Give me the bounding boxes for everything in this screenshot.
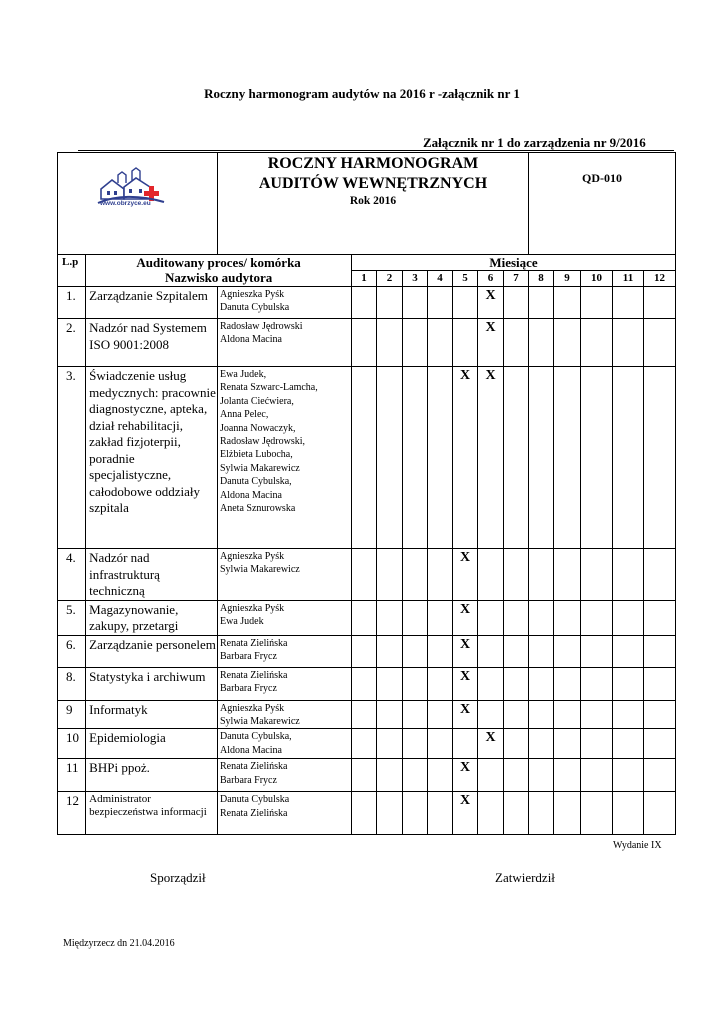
month-1-cell xyxy=(352,319,377,367)
month-10-cell xyxy=(581,635,613,667)
auditor-name: Radosław Jędrowski xyxy=(220,321,303,332)
month-9-cell xyxy=(554,792,581,835)
edition-label: Wydanie IX xyxy=(613,840,662,851)
month-12-cell xyxy=(644,700,676,729)
month-10-cell xyxy=(581,549,613,601)
month-5-cell xyxy=(453,635,478,667)
scheduled-mark: X xyxy=(485,368,496,383)
month-11-cell xyxy=(613,792,644,835)
month-11-cell xyxy=(613,700,644,729)
month-6-header: 6 xyxy=(478,271,504,287)
month-2-header: 2 xyxy=(377,271,403,287)
auditor-list xyxy=(218,287,352,319)
month-12-cell xyxy=(644,600,676,635)
month-11-cell xyxy=(613,319,644,367)
month-12-cell xyxy=(644,667,676,700)
month-4-cell xyxy=(428,600,453,635)
month-2-cell xyxy=(377,600,403,635)
month-3-cell xyxy=(403,549,428,601)
header-title-cell xyxy=(218,153,529,255)
auditor-name: Agnieszka Pyśk xyxy=(220,551,285,562)
auditor-list xyxy=(218,367,352,549)
prepared-by-label: Sporządził xyxy=(150,870,206,885)
process-header-line2: Nazwisko audytora xyxy=(164,270,273,285)
auditor-name: Joanna Nowaczyk, xyxy=(220,422,296,434)
auditor-list xyxy=(218,759,352,792)
month-8-cell xyxy=(529,792,554,835)
audited-process: BHPi ppoż. xyxy=(86,759,218,792)
auditor-name: Danuta Cybulska xyxy=(220,302,290,314)
month-2-cell xyxy=(377,319,403,367)
month-6-cell xyxy=(478,549,504,601)
audited-process: Zarządzanie Szpitalem xyxy=(86,287,218,319)
month-10-cell xyxy=(581,759,613,792)
auditor-list xyxy=(218,700,352,729)
place-date: Międzyrzecz dn 21.04.2016 xyxy=(63,938,175,949)
month-6-cell xyxy=(478,600,504,635)
month-12-cell xyxy=(644,319,676,367)
auditor-name: Danuta Cybulska, xyxy=(220,476,292,488)
month-10-cell xyxy=(581,792,613,835)
row-number: 12 xyxy=(58,792,86,835)
month-1-cell xyxy=(352,792,377,835)
document-code: QD-010 xyxy=(529,153,676,255)
month-3-cell xyxy=(403,600,428,635)
month-8-cell xyxy=(529,700,554,729)
scheduled-mark: X xyxy=(459,550,471,565)
month-4-cell xyxy=(428,319,453,367)
month-1-cell xyxy=(352,635,377,667)
row-number: 11 xyxy=(58,759,86,792)
month-12-header: 12 xyxy=(644,271,676,287)
month-3-cell xyxy=(403,367,428,549)
month-2-cell xyxy=(377,635,403,667)
month-9-cell xyxy=(554,759,581,792)
lp-header: L.p xyxy=(58,255,86,287)
row-number: 2. xyxy=(58,319,86,367)
month-4-cell xyxy=(428,549,453,601)
auditor-name: Agnieszka Pyśk xyxy=(220,702,285,714)
month-11-cell xyxy=(613,549,644,601)
table-row xyxy=(58,319,676,367)
auditor-name: Barbara Frycz xyxy=(220,650,277,662)
month-2-cell xyxy=(377,287,403,319)
audited-process: Informatyk xyxy=(86,700,218,729)
audited-process: Administrator bezpieczeństwa informacji xyxy=(86,792,218,835)
month-3-cell xyxy=(403,319,428,367)
month-7-cell xyxy=(504,667,529,700)
auditor-name: Barbara Frycz xyxy=(220,682,277,694)
table-row xyxy=(58,667,676,700)
month-9-cell xyxy=(554,667,581,700)
row-number: 5. xyxy=(58,600,86,635)
scheduled-mark: X xyxy=(459,760,471,776)
month-5-cell xyxy=(453,759,478,792)
month-6-cell xyxy=(478,792,504,835)
month-6-cell xyxy=(478,700,504,729)
auditor-name: Aldona Macina xyxy=(220,744,282,756)
month-3-cell xyxy=(403,792,428,835)
auditor-name: Sylwia Makarewicz xyxy=(220,715,300,727)
row-number: 1. xyxy=(58,287,86,319)
document-title: Roczny harmonogram audytów na 2016 r -załącznik nr 1 xyxy=(204,86,520,101)
month-9-cell xyxy=(554,635,581,667)
month-8-cell xyxy=(529,600,554,635)
scheduled-mark: X xyxy=(459,701,471,717)
month-7-cell xyxy=(504,600,529,635)
month-1-cell xyxy=(352,287,377,319)
month-8-cell xyxy=(529,319,554,367)
month-4-header: 4 xyxy=(428,271,453,287)
auditor-name: Ewa Judek, xyxy=(220,369,267,380)
scheduled-mark: X xyxy=(459,793,471,809)
audited-process: Zarządzanie personelem xyxy=(86,635,218,667)
auditor-list xyxy=(218,667,352,700)
month-9-cell xyxy=(554,319,581,367)
month-7-cell xyxy=(504,319,529,367)
auditor-name: Barbara Frycz xyxy=(220,774,277,786)
row-number: 10 xyxy=(58,729,86,759)
month-1-cell xyxy=(352,759,377,792)
month-5-cell xyxy=(453,792,478,835)
auditor-name: Aneta Sznurowska xyxy=(220,503,296,515)
month-4-cell xyxy=(428,700,453,729)
month-10-cell xyxy=(581,319,613,367)
row-number: 3. xyxy=(58,367,86,549)
month-4-cell xyxy=(428,367,453,549)
month-11-cell xyxy=(613,367,644,549)
month-4-cell xyxy=(428,667,453,700)
month-5-cell xyxy=(453,319,478,367)
audited-process: Magazynowanie, zakupy, przetargi xyxy=(86,600,218,635)
row-number: 4. xyxy=(58,549,86,601)
month-2-cell xyxy=(377,700,403,729)
auditor-name: Anna Pelec, xyxy=(220,409,269,421)
month-5-cell xyxy=(453,287,478,319)
month-10-cell xyxy=(581,600,613,635)
auditor-name: Renata Zielińska xyxy=(220,761,288,773)
month-7-cell xyxy=(504,759,529,792)
auditor-list xyxy=(218,600,352,635)
header-row xyxy=(58,153,676,255)
month-7-cell xyxy=(504,700,529,729)
month-2-cell xyxy=(377,549,403,601)
header-year: Rok 2016 xyxy=(349,195,397,207)
month-11-cell xyxy=(613,600,644,635)
scheduled-mark: X xyxy=(459,636,471,652)
month-12-cell xyxy=(644,792,676,835)
month-5-header: 5 xyxy=(453,271,478,287)
month-7-cell xyxy=(504,792,529,835)
month-8-cell xyxy=(529,549,554,601)
month-5-cell xyxy=(453,600,478,635)
month-7-cell xyxy=(504,549,529,601)
month-3-cell xyxy=(403,729,428,759)
month-1-cell xyxy=(352,700,377,729)
month-2-cell xyxy=(377,759,403,792)
month-12-cell xyxy=(644,759,676,792)
month-10-cell xyxy=(581,729,613,759)
auditor-list xyxy=(218,319,352,367)
month-9-cell xyxy=(554,367,581,549)
auditor-name: Renata Zielińska xyxy=(220,669,288,681)
month-11-cell xyxy=(613,667,644,700)
month-7-header: 7 xyxy=(504,271,529,287)
month-1-header: 1 xyxy=(352,271,377,287)
month-2-cell xyxy=(377,729,403,759)
month-10-cell xyxy=(581,367,613,549)
month-10-header: 10 xyxy=(581,271,613,287)
hospital-logo xyxy=(58,153,217,249)
month-11-cell xyxy=(613,635,644,667)
table-row xyxy=(58,635,676,667)
month-5-cell xyxy=(453,367,478,549)
month-3-header: 3 xyxy=(403,271,428,287)
table-row xyxy=(58,287,676,319)
month-2-cell xyxy=(377,792,403,835)
scheduled-mark: X xyxy=(485,730,496,746)
approved-by-label: Zatwierdził xyxy=(495,870,555,885)
month-6-cell xyxy=(478,635,504,667)
header-rule xyxy=(78,150,674,151)
month-8-cell xyxy=(529,287,554,319)
month-3-cell xyxy=(403,700,428,729)
month-9-cell xyxy=(554,287,581,319)
auditor-name: Jolanta Ciećwiera, xyxy=(220,395,294,407)
month-4-cell xyxy=(428,635,453,667)
row-number: 6. xyxy=(58,635,86,667)
month-5-cell xyxy=(453,667,478,700)
month-12-cell xyxy=(644,729,676,759)
month-8-cell xyxy=(529,367,554,549)
month-11-cell xyxy=(613,287,644,319)
month-1-cell xyxy=(352,667,377,700)
month-7-cell xyxy=(504,729,529,759)
month-6-cell xyxy=(478,759,504,792)
month-1-cell xyxy=(352,600,377,635)
month-9-header: 9 xyxy=(554,271,581,287)
auditor-list xyxy=(218,635,352,667)
auditor-list xyxy=(218,549,352,601)
month-12-cell xyxy=(644,287,676,319)
month-6-cell xyxy=(478,729,504,759)
month-7-cell xyxy=(504,287,529,319)
month-4-cell xyxy=(428,287,453,319)
logo-cell xyxy=(58,153,218,255)
month-4-cell xyxy=(428,759,453,792)
process-header xyxy=(86,255,352,287)
audit-schedule-table xyxy=(57,152,676,835)
scheduled-mark: X xyxy=(459,368,471,383)
month-9-cell xyxy=(554,729,581,759)
table-row xyxy=(58,700,676,729)
month-3-cell xyxy=(403,287,428,319)
logo-text: www.obrzyce.eu xyxy=(100,200,151,207)
audited-process: Świadczenie usług medycznych: pracownie diagnostyczne, apteka, dział rehabilitacji, zakład fizjoterpii, poradnie specjalistyczne, całodobowe oddziały szpitala xyxy=(86,367,218,549)
table-row xyxy=(58,792,676,835)
scheduled-mark: X xyxy=(459,601,471,617)
scheduled-mark: X xyxy=(459,668,471,684)
month-1-cell xyxy=(352,367,377,549)
month-6-cell xyxy=(478,287,504,319)
month-8-header: 8 xyxy=(529,271,554,287)
process-header-line1: Auditowany proces/ komórka xyxy=(136,255,301,270)
auditor-name: Agnieszka Pyśk xyxy=(220,602,285,614)
header-title-line1: ROCZNY HARMONOGRAM xyxy=(267,155,479,172)
month-7-cell xyxy=(504,367,529,549)
auditor-name: Renata Zielińska xyxy=(220,807,288,819)
row-number: 9 xyxy=(58,700,86,729)
auditor-name: Radosław Jędrowski, xyxy=(220,436,305,448)
month-8-cell xyxy=(529,667,554,700)
month-3-cell xyxy=(403,635,428,667)
audited-process: Statystyka i archiwum xyxy=(86,667,218,700)
auditor-name: Sylwia Makarewicz xyxy=(220,462,300,474)
month-6-cell xyxy=(478,319,504,367)
month-10-cell xyxy=(581,667,613,700)
auditor-name: Aldona Macina xyxy=(220,334,282,346)
table-row xyxy=(58,759,676,792)
month-2-cell xyxy=(377,667,403,700)
month-10-cell xyxy=(581,287,613,319)
month-1-cell xyxy=(352,549,377,601)
attachment-note: Załącznik nr 1 do zarządzenia nr 9/2016 xyxy=(423,135,646,150)
month-10-cell xyxy=(581,700,613,729)
month-5-cell xyxy=(453,549,478,601)
month-3-cell xyxy=(403,759,428,792)
auditor-list xyxy=(218,792,352,835)
audited-process: Nadzór nad Systemem ISO 9001:2008 xyxy=(86,319,218,367)
month-11-cell xyxy=(613,729,644,759)
table-row xyxy=(58,367,676,549)
scheduled-mark: X xyxy=(485,320,496,335)
month-6-cell xyxy=(478,367,504,549)
month-9-cell xyxy=(554,700,581,729)
month-12-cell xyxy=(644,549,676,601)
audited-process: Nadzór nad infrastrukturą techniczną xyxy=(86,549,218,601)
auditor-name: Elżbieta Lubocha, xyxy=(220,449,293,461)
month-9-cell xyxy=(554,600,581,635)
month-4-cell xyxy=(428,729,453,759)
month-2-cell xyxy=(377,367,403,549)
table-row xyxy=(58,729,676,759)
header-title-line2: AUDITÓW WEWNĘTRZNYCH xyxy=(258,175,488,192)
auditor-name: Ewa Judek xyxy=(220,615,264,627)
auditor-name: Sylwia Makarewicz xyxy=(220,564,300,576)
auditor-name: Renata Zielińska xyxy=(220,637,288,649)
table-row xyxy=(58,549,676,601)
row-number: 8. xyxy=(58,667,86,700)
month-3-cell xyxy=(403,667,428,700)
month-5-cell xyxy=(453,700,478,729)
month-9-cell xyxy=(554,549,581,601)
auditor-list xyxy=(218,729,352,759)
audited-process: Epidemiologia xyxy=(86,729,218,759)
month-4-cell xyxy=(428,792,453,835)
months-header: Miesiące xyxy=(352,255,676,271)
scheduled-mark: X xyxy=(485,288,496,303)
column-header-row-1 xyxy=(58,255,676,271)
month-12-cell xyxy=(644,367,676,549)
auditor-name: Renata Szwarc-Lamcha, xyxy=(220,382,318,394)
month-1-cell xyxy=(352,729,377,759)
table-row xyxy=(58,600,676,635)
auditor-name: Aldona Macina xyxy=(220,489,282,501)
auditor-name: Danuta Cybulska, xyxy=(220,731,292,743)
month-7-cell xyxy=(504,635,529,667)
month-12-cell xyxy=(644,635,676,667)
month-8-cell xyxy=(529,729,554,759)
month-8-cell xyxy=(529,759,554,792)
month-8-cell xyxy=(529,635,554,667)
month-11-header: 11 xyxy=(613,271,644,287)
month-11-cell xyxy=(613,759,644,792)
month-5-cell xyxy=(453,729,478,759)
auditor-name: Danuta Cybulska xyxy=(220,794,290,806)
month-6-cell xyxy=(478,667,504,700)
auditor-name: Agnieszka Pyśk xyxy=(220,289,285,300)
